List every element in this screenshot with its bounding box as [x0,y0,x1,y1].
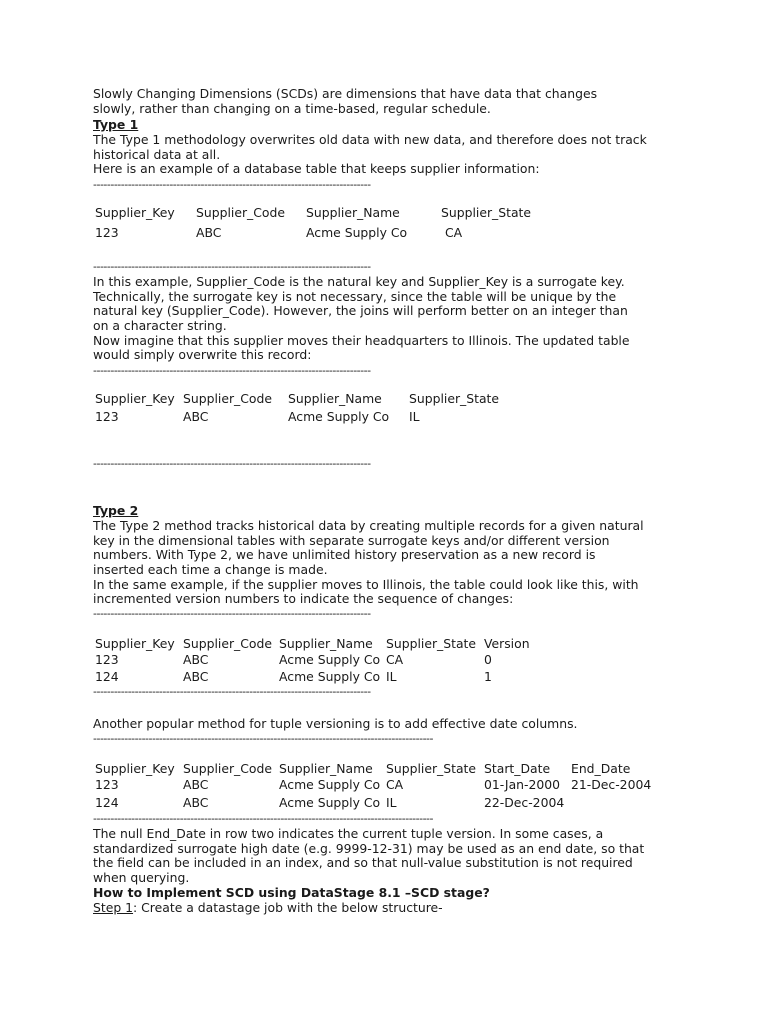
separator: -------------------------------------------------------------------------------- [93,261,371,273]
table-cell: Acme Supply Co [279,795,381,810]
table-cell: 22-Dec-2004 [484,795,565,810]
table-header-cell: Supplier_Key [95,761,175,776]
step-label: Step 1 [93,900,134,915]
null-line-3: the field can be included in an index, and so that null-value substitution is not required [93,855,633,870]
table-header-cell: Supplier_State [441,205,532,220]
separator: -------------------------------------------------------------------------------------------------- [93,733,433,745]
table-header-cell: Supplier_Name [288,391,382,406]
type2-another: Another popular method for tuple versioning is to add effective date columns. [93,716,578,731]
type1-example: Here is an example of a database table that keeps supplier information: [93,161,540,176]
table-row [95,409,695,425]
table-header-cell: Supplier_Key [95,205,175,220]
table-cell: 123 [95,409,119,424]
null-line-2: standardized surrogate high date (e.g. 9999-12-31) may be used as an end date, so that [93,841,645,856]
table-cell: Acme Supply Co [279,777,381,792]
table-cell: CA [386,652,404,667]
separator: -------------------------------------------------------------------------------- [93,458,371,470]
table-header-cell: Supplier_Name [306,205,400,220]
separator: -------------------------------------------------------------------------------- [93,608,371,620]
step-1-line [93,901,443,916]
table-cell: ABC [183,777,209,792]
table-row [95,669,715,685]
type1-explain-4: on a character string. [93,318,227,333]
table-cell: 123 [95,225,119,240]
type1-desc-2: historical data at all. [93,147,221,162]
table-header-cell: Supplier_State [386,761,477,776]
table-cell: 124 [95,795,119,810]
separator: -------------------------------------------------------------------------------- [93,179,371,191]
type1-explain-2: Technically, the surrogate key is not necessary, since the table will be unique by the [93,289,617,304]
howto-heading: How to Implement SCD using DataStage 8.1 –SCD stage? [93,885,490,900]
table-cell: IL [386,669,397,684]
table-row [95,652,715,668]
table-cell: Acme Supply Co [279,652,381,667]
type1-explain-1: In this example, Supplier_Code is the natural key and Supplier_Key is a surrogate key. [93,274,625,289]
type1-explain-5: Now imagine that this supplier moves their headquarters to Illinois. The updated table [93,333,630,348]
intro-line-2: slowly, rather than changing on a time-based, regular schedule. [93,101,491,116]
type1-heading: Type 1 [93,117,139,132]
table-cell: ABC [183,669,209,684]
separator: -------------------------------------------------------------------------------- [93,365,371,377]
separator: -------------------------------------------------------------------------------- [93,686,371,698]
table-cell: Acme Supply Co [306,225,408,240]
type2-desc-4: inserted each time a change is made. [93,562,328,577]
table-cell: ABC [183,795,209,810]
table-cell: 21-Dec-2004 [571,777,652,792]
type1-explain-6: would simply overwrite this record: [93,347,312,362]
type2-desc-2: key in the dimensional tables with separate surrogate keys and/or different version [93,533,610,548]
table-cell: Acme Supply Co [288,409,390,424]
table-header-cell: Supplier_Code [183,636,272,651]
table-cell: 1 [484,669,492,684]
table-header-cell: Supplier_State [386,636,477,651]
table4-header [95,761,735,777]
type1-desc-1: The Type 1 methodology overwrites old data with new data, and therefore does not track [93,132,647,147]
table-header-cell: Supplier_Key [95,636,175,651]
type2-heading: Type 2 [93,503,139,518]
separator: -------------------------------------------------------------------------------------------------- [93,813,433,825]
type2-desc-1: The Type 2 method tracks historical data by creating multiple records for a given natural [93,518,644,533]
null-line-1: The null End_Date in row two indicates the current tuple version. In some cases, a [93,826,604,841]
table-cell: 01-Jan-2000 [484,777,561,792]
step-text: : Create a datastage job with the below structure- [133,900,443,915]
type1-explain-3: natural key (Supplier_Code). However, the joins will perform better on an integer than [93,303,628,318]
intro-line-1: Slowly Changing Dimensions (SCDs) are dimensions that have data that changes [93,86,598,101]
table-row [95,795,735,811]
table-cell: ABC [183,652,209,667]
table-row [95,225,695,241]
table-header-cell: Supplier_Code [183,391,272,406]
table-header-cell: Supplier_Key [95,391,175,406]
table-row [95,777,735,793]
type2-desc-5: In the same example, if the supplier moves to Illinois, the table could look like this, with [93,577,639,592]
type2-desc-6: incremented version numbers to indicate the sequence of changes: [93,591,514,606]
table-cell: 0 [484,652,492,667]
table-header-cell: End_Date [571,761,631,776]
table-header-cell: Supplier_Name [279,636,373,651]
table-cell: Acme Supply Co [279,669,381,684]
type2-desc-3: numbers. With Type 2, we have unlimited history preservation as a new record is [93,547,596,562]
null-line-4: when querying. [93,870,190,885]
table-cell: 123 [95,652,119,667]
table-cell: IL [386,795,397,810]
table2-header [95,391,695,407]
table3-header [95,636,715,652]
table-cell: ABC [196,225,222,240]
table-cell: IL [409,409,420,424]
table-header-cell: Supplier_Code [196,205,285,220]
table-cell: 123 [95,777,119,792]
table-cell: 124 [95,669,119,684]
table-header-cell: Supplier_State [409,391,500,406]
table-cell: CA [445,225,463,240]
table-header-cell: Start_Date [484,761,551,776]
table-header-cell: Supplier_Code [183,761,272,776]
table-header-cell: Version [484,636,530,651]
table-header-cell: Supplier_Name [279,761,373,776]
table-cell: CA [386,777,404,792]
table-cell: ABC [183,409,209,424]
table1-header [95,205,695,221]
